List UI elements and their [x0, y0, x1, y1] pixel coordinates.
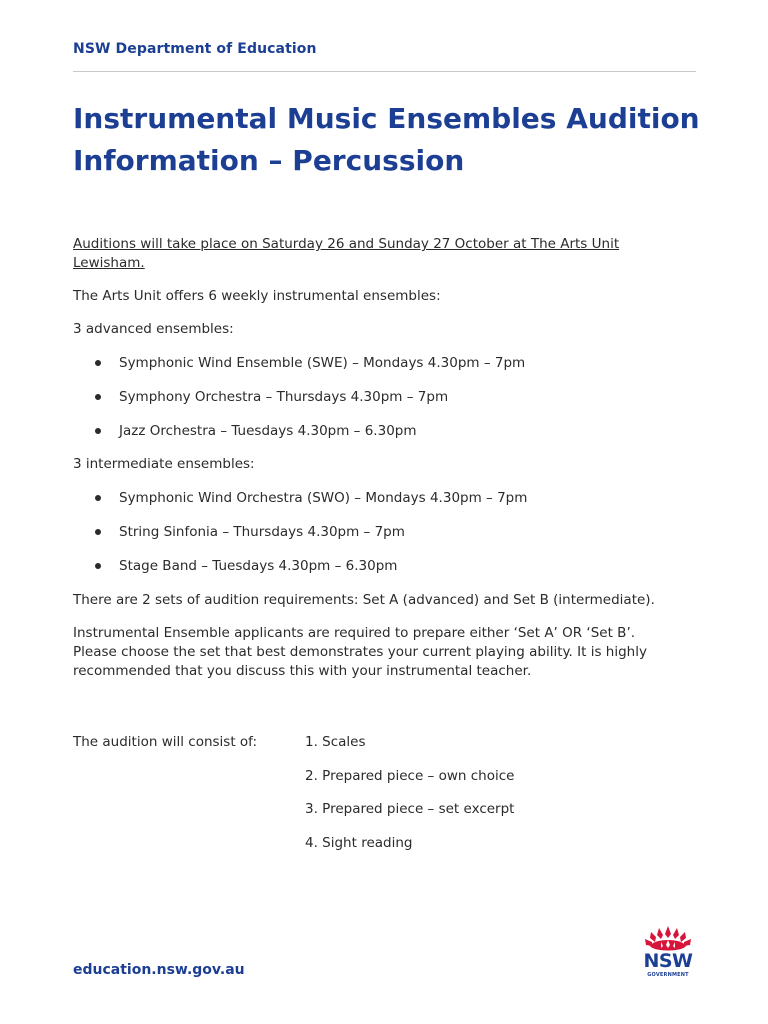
- page-title: [73, 98, 713, 182]
- logo-subtext: GOVERNMENT: [647, 972, 689, 978]
- footer-website-link[interactable]: education.nsw.gov.au: [73, 962, 245, 978]
- list-item: [73, 422, 683, 441]
- audition-dates-paragraph: Auditions will take place on Saturday 26 and Sunday 27 October at The Arts Unit Lewisham.: [73, 236, 620, 271]
- list-item-text: Symphonic Wind Orchestra (SWO) – Mondays 4.30pm – 7pm: [119, 490, 528, 506]
- department-name: NSW Department of Education: [73, 41, 317, 57]
- header-divider: [73, 71, 696, 72]
- list-item-text: Jazz Orchestra – Tuesdays 4.30pm – 6.30pm: [119, 423, 417, 439]
- bullet-icon: [95, 529, 101, 535]
- title-line-2: Information – Percussion: [73, 144, 465, 177]
- list-item: 4. Sight reading: [305, 834, 413, 851]
- title-line-1: Instrumental Music Ensembles Audition: [73, 102, 700, 135]
- list-item: 2. Prepared piece – own choice: [305, 767, 515, 784]
- list-item-text: Symphony Orchestra – Thursdays 4.30pm – 7pm: [119, 389, 449, 405]
- ensembles-offered-paragraph: The Arts Unit offers 6 weekly instrumental ensembles:: [73, 288, 441, 304]
- list-item-text: String Sinfonia – Thursdays 4.30pm – 7pm: [119, 524, 405, 540]
- advanced-ensemble-list: [73, 354, 683, 441]
- bullet-icon: [95, 394, 101, 400]
- intermediate-ensemble-list: [73, 489, 683, 576]
- document-body: [73, 235, 683, 681]
- list-item: [73, 354, 683, 373]
- audition-consist-label: The audition will consist of:: [73, 734, 258, 750]
- list-item: [73, 557, 683, 576]
- audition-sets-paragraph: There are 2 sets of audition requirements: Set A (advanced) and Set B (intermediate).: [73, 592, 655, 608]
- bullet-icon: [95, 563, 101, 569]
- list-item: [73, 388, 683, 407]
- advanced-heading: 3 advanced ensembles:: [73, 321, 234, 337]
- audition-components-list: [305, 733, 514, 867]
- list-item: 1. Scales: [305, 734, 366, 750]
- applicants-paragraph: Instrumental Ensemble applicants are required to prepare either ‘Set A’ OR ‘Set B’. Please choose the set that best demonstrates your current playing ability. It is highly recommended that you discuss this with your instrumental teacher.: [73, 625, 647, 679]
- nsw-government-logo: [640, 924, 696, 982]
- list-item-text: Stage Band – Tuesdays 4.30pm – 6.30pm: [119, 558, 398, 574]
- bullet-icon: [95, 360, 101, 366]
- logo-wordmark: NSW: [643, 950, 693, 972]
- bullet-icon: [95, 428, 101, 434]
- list-item-text: Symphonic Wind Ensemble (SWE) – Mondays 4.30pm – 7pm: [119, 355, 526, 371]
- list-item: [73, 523, 683, 542]
- bullet-icon: [95, 495, 101, 501]
- list-item: 3. Prepared piece – set excerpt: [305, 801, 515, 817]
- intermediate-heading: 3 intermediate ensembles:: [73, 456, 255, 472]
- list-item: [73, 489, 683, 508]
